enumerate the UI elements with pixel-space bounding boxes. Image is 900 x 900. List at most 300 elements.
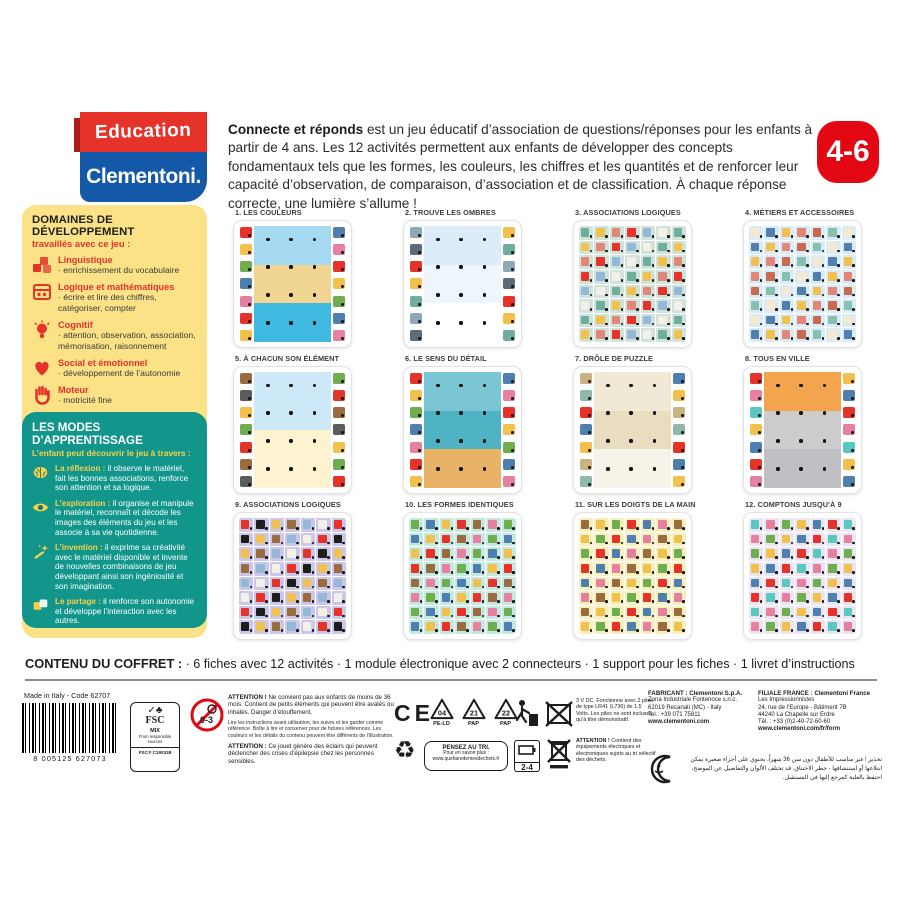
tile-pictogram xyxy=(674,622,682,631)
connector-dot xyxy=(511,380,514,383)
icon-tile xyxy=(826,606,840,620)
icon-tile xyxy=(764,620,778,634)
icon-tile xyxy=(811,285,825,299)
svg-text:21: 21 xyxy=(469,708,478,718)
connector-dot xyxy=(313,293,316,296)
answer-chip xyxy=(410,476,422,487)
connector-dot xyxy=(511,466,514,469)
svg-text:04: 04 xyxy=(437,708,446,718)
tile-pictogram xyxy=(766,301,774,310)
tile-pictogram xyxy=(426,593,434,602)
connector-dot xyxy=(652,600,655,603)
connector-dot xyxy=(636,264,639,267)
connector-dot xyxy=(775,556,778,559)
connector-dot xyxy=(281,586,284,589)
connector-dot xyxy=(459,384,462,387)
icon-tile xyxy=(409,577,423,591)
modes-subtitle: L’enfant peut découvrir le jeu à travers : xyxy=(32,448,191,458)
icon-tile xyxy=(316,533,330,547)
connector-dot xyxy=(265,615,268,618)
icon-tile xyxy=(672,255,686,269)
tile-pictogram xyxy=(411,520,419,529)
icon-tile xyxy=(486,591,500,605)
connector-dot xyxy=(418,268,421,271)
connector-dot xyxy=(667,264,670,267)
connector-dot xyxy=(606,384,609,387)
icon-tile xyxy=(672,226,686,240)
icon-tile xyxy=(579,285,593,299)
connector-dot xyxy=(852,527,855,530)
tile-pictogram xyxy=(766,549,774,558)
connector-dot xyxy=(636,250,639,253)
activity-title: 10. LES FORMES IDENTIQUES xyxy=(405,500,514,509)
connector-dot xyxy=(682,323,685,326)
icon-tile xyxy=(579,241,593,255)
tile-pictogram xyxy=(797,549,805,558)
icon-tile xyxy=(641,620,655,634)
icon-tile xyxy=(270,562,284,576)
answer-chip xyxy=(673,476,685,487)
connector-dot xyxy=(327,600,330,603)
connector-dot xyxy=(667,250,670,253)
connector-dot xyxy=(511,320,514,323)
icon-tile xyxy=(764,533,778,547)
answer-chip xyxy=(843,424,855,435)
connector-dot xyxy=(313,238,316,241)
icon-tile xyxy=(270,606,284,620)
domain-item-desc: · motricité fine xyxy=(58,395,112,406)
connector-dot xyxy=(682,308,685,311)
icon-tile xyxy=(579,620,593,634)
tile-pictogram xyxy=(797,564,805,573)
tile-pictogram xyxy=(674,228,682,237)
connector-dot xyxy=(681,431,684,434)
connector-dots xyxy=(254,372,331,488)
tile-pictogram xyxy=(334,564,342,573)
tile-pictogram xyxy=(643,257,651,266)
instructions-note: Lire les instructions avant utilisation, les suivre et les garder comme référence. Boîte à lire et conserver pour de futures références. Les couleurs et les détails du contenu peuvent être différents de l’illustration. xyxy=(228,720,394,739)
connector-dot xyxy=(791,586,794,589)
tile-pictogram xyxy=(643,549,651,558)
connector-dot xyxy=(681,414,684,417)
connector-dot xyxy=(775,323,778,326)
tile-pictogram xyxy=(797,287,805,296)
connector-dot xyxy=(266,321,269,324)
answer-chip xyxy=(673,459,685,470)
activity-cell xyxy=(233,354,352,500)
icon-tile xyxy=(826,533,840,547)
icon-tile xyxy=(316,591,330,605)
puzzle-icon xyxy=(32,597,49,614)
tile-pictogram xyxy=(627,564,635,573)
tile-pictogram xyxy=(782,272,790,281)
connector-dot xyxy=(451,600,454,603)
icon-tile xyxy=(672,270,686,284)
connector-dot xyxy=(483,467,486,470)
connector-dot xyxy=(653,384,656,387)
connector-dot xyxy=(667,629,670,632)
mode-item xyxy=(32,543,197,591)
connector-dot xyxy=(760,527,763,530)
connector-dot xyxy=(342,556,345,559)
fsc-tree-icon: ✓♣ xyxy=(147,705,163,716)
box-contents-text: · 6 fiches avec 12 activités · 1 module électronique avec 2 connecteurs · 1 support pour les fiches · 1 livret d’instructions xyxy=(182,657,855,671)
connector-dot xyxy=(248,431,251,434)
icon-tile xyxy=(239,591,253,605)
modes-item-list xyxy=(32,464,197,626)
tile-pictogram xyxy=(256,549,264,558)
icon-tile xyxy=(842,620,856,634)
connector-dot xyxy=(652,556,655,559)
connector-dot xyxy=(760,323,763,326)
icon-tile xyxy=(486,562,500,576)
connector-dot xyxy=(341,337,344,340)
icon-tile xyxy=(625,255,639,269)
answer-chip xyxy=(503,476,515,487)
tile-pictogram xyxy=(782,549,790,558)
connector-dot xyxy=(851,483,854,486)
tile-pictogram xyxy=(751,228,759,237)
answer-chip xyxy=(410,424,422,435)
tile-pictogram xyxy=(272,608,280,617)
education-logo-text: Education xyxy=(95,119,192,144)
activity-card-sheet xyxy=(403,512,522,640)
tile-pictogram xyxy=(303,593,311,602)
tile-pictogram xyxy=(627,316,635,325)
connector-dot xyxy=(852,337,855,340)
filiale-title: FILIALE FRANCE : Clementoni France xyxy=(758,690,871,697)
connector-dot xyxy=(313,265,316,268)
activity-card-sheet xyxy=(743,512,862,640)
connector-dot xyxy=(652,279,655,282)
icon-tile xyxy=(672,518,686,532)
tile-pictogram xyxy=(426,579,434,588)
scene-illustration xyxy=(254,226,331,342)
connector-dot xyxy=(248,337,251,340)
icon-tile xyxy=(842,299,856,313)
tile-pictogram xyxy=(442,549,450,558)
connector-dot xyxy=(621,337,624,340)
connector-dot xyxy=(806,556,809,559)
icon-tile xyxy=(842,241,856,255)
connector-dot xyxy=(590,323,593,326)
connector-dot xyxy=(682,279,685,282)
mode-item-name: L’invention : xyxy=(55,543,105,553)
icon-tile xyxy=(811,518,825,532)
connector-dot xyxy=(775,629,778,632)
connector-dot xyxy=(605,235,608,238)
tile-pictogram xyxy=(272,622,280,631)
answer-chip xyxy=(503,390,515,401)
tile-pictogram xyxy=(813,622,821,631)
connector-dot xyxy=(629,411,632,414)
icon-tile xyxy=(239,577,253,591)
connector-dot xyxy=(459,467,462,470)
tile-pictogram xyxy=(411,593,419,602)
connector-dot xyxy=(653,439,656,442)
connector-dot xyxy=(483,384,486,387)
answer-chip xyxy=(843,442,855,453)
connector-dot xyxy=(636,235,639,238)
manufacturer-title: FABRICANT : Clementoni S.p.A. xyxy=(648,690,743,697)
tile-pictogram xyxy=(813,316,821,325)
icon-tile xyxy=(239,518,253,532)
connector-dot xyxy=(248,466,251,469)
connector-dot xyxy=(667,323,670,326)
icon-tile xyxy=(471,606,485,620)
connector-dot xyxy=(791,600,794,603)
icon-tile xyxy=(672,314,686,328)
tile-pictogram xyxy=(766,228,774,237)
icon-tile xyxy=(486,606,500,620)
answer-chip xyxy=(410,227,422,238)
choking-warning-lead: ATTENTION ! xyxy=(228,694,267,701)
tile-pictogram xyxy=(797,608,805,617)
connector-dot xyxy=(327,586,330,589)
icon-tile xyxy=(842,314,856,328)
connector-dot xyxy=(590,542,593,545)
icon-tile xyxy=(332,518,346,532)
age-warning-0-3-icon xyxy=(190,698,224,732)
connector-dot xyxy=(851,449,854,452)
tile-pictogram xyxy=(782,330,790,339)
tile-pictogram xyxy=(797,316,805,325)
recycling-code-label: PAP xyxy=(467,721,480,727)
connector-dot xyxy=(837,250,840,253)
icon-tile xyxy=(594,328,608,342)
arabic-warning-text: تحذير ! غير مناسب للأطفال دون سن 36 شهراً، يحتوي على أجزاء صغيرة يمكن ابتلاعها أو استنشاقها - خطر الاختناق. قد تختلف الألوان والتفاصيل عن الموضح، احتفظ بالعلبة كمرجع إليها في المستقبل. xyxy=(690,757,882,781)
tile-pictogram xyxy=(241,579,249,588)
connector-dot xyxy=(483,238,486,241)
tile-pictogram xyxy=(658,520,666,529)
icon-tile xyxy=(780,270,794,284)
connector-dot xyxy=(435,586,438,589)
connector-dot xyxy=(296,600,299,603)
tile-pictogram xyxy=(303,579,311,588)
icon-tile xyxy=(594,270,608,284)
icon-tile xyxy=(641,533,655,547)
tile-pictogram xyxy=(426,549,434,558)
icon-tile xyxy=(301,577,315,591)
icon-tile xyxy=(811,591,825,605)
connector-dot xyxy=(451,629,454,632)
tile-pictogram xyxy=(256,593,264,602)
tile-pictogram xyxy=(674,330,682,339)
mode-item-name: Le partage : xyxy=(55,597,104,607)
answer-chip xyxy=(503,261,515,272)
tile-pictogram xyxy=(411,622,419,631)
connector-dot xyxy=(822,629,825,632)
tile-pictogram xyxy=(581,622,589,631)
connector-dot xyxy=(459,321,462,324)
tile-pictogram xyxy=(241,564,249,573)
icon-tile xyxy=(795,241,809,255)
icon-tile xyxy=(749,270,763,284)
recycling-codes-row xyxy=(428,698,519,727)
icon-tile xyxy=(610,562,624,576)
connector-dot xyxy=(652,264,655,267)
tile-pictogram xyxy=(612,608,620,617)
connector-dot xyxy=(266,238,269,241)
icon-tile xyxy=(424,547,438,561)
connector-dot xyxy=(605,600,608,603)
tile-pictogram xyxy=(627,257,635,266)
icon-tile xyxy=(795,620,809,634)
connector-dot xyxy=(758,380,761,383)
answer-chip xyxy=(410,330,422,341)
icon-tile xyxy=(579,518,593,532)
answer-chip xyxy=(750,407,762,418)
connector-dot xyxy=(636,542,639,545)
icon-tile xyxy=(455,577,469,591)
icon-tile xyxy=(795,547,809,561)
tile-pictogram xyxy=(828,608,836,617)
answer-chip xyxy=(410,261,422,272)
connector-dot xyxy=(250,615,253,618)
connector-dot xyxy=(435,600,438,603)
connector-dot xyxy=(482,542,485,545)
tile-pictogram xyxy=(581,520,589,529)
connector-dot xyxy=(590,294,593,297)
mode-item-text xyxy=(55,597,197,626)
tile-pictogram xyxy=(303,549,311,558)
icon-tile xyxy=(332,547,346,561)
answer-chip xyxy=(410,442,422,453)
crescent-conformity-icon xyxy=(644,754,678,789)
answer-chip xyxy=(843,407,855,418)
connector-dot xyxy=(851,414,854,417)
tile-pictogram xyxy=(643,287,651,296)
tile-pictogram xyxy=(612,330,620,339)
connector-dot xyxy=(791,235,794,238)
activity-title: 4. MÉTIERS ET ACCESSOIRES xyxy=(745,208,855,217)
connector-dot xyxy=(341,466,344,469)
tile-pictogram xyxy=(797,330,805,339)
icon-tile xyxy=(656,547,670,561)
answer-chip xyxy=(580,459,592,470)
connector-dot xyxy=(852,586,855,589)
connector-dot xyxy=(590,556,593,559)
answer-chip xyxy=(503,244,515,255)
connector-dot xyxy=(281,556,284,559)
icon-tile xyxy=(672,547,686,561)
icon-tile xyxy=(579,562,593,576)
tile-pictogram xyxy=(751,608,759,617)
filiale-line: 44240 La Chapelle sur Erdre xyxy=(758,711,835,718)
connector-dot xyxy=(822,264,825,267)
connector-dot xyxy=(266,411,269,414)
icon-tile xyxy=(285,547,299,561)
answer-strip-right xyxy=(842,372,856,488)
tile-pictogram xyxy=(581,243,589,252)
mode-item-name: L’exploration : xyxy=(55,498,113,508)
connector-dot xyxy=(682,600,685,603)
icon-tile xyxy=(625,299,639,313)
connector-dot xyxy=(653,411,656,414)
tile-pictogram xyxy=(797,228,805,237)
icon-tile xyxy=(656,226,670,240)
connector-dot xyxy=(760,586,763,589)
connector-dots xyxy=(424,226,501,342)
activity-card-art xyxy=(239,518,346,634)
connector-dot xyxy=(837,600,840,603)
connector-dot xyxy=(823,384,826,387)
tile-pictogram xyxy=(643,593,651,602)
connector-dot xyxy=(775,250,778,253)
connector-dot xyxy=(799,411,802,414)
activity-cell xyxy=(743,500,862,646)
icon-tile xyxy=(811,226,825,240)
icon-tile xyxy=(424,562,438,576)
tile-pictogram xyxy=(488,579,496,588)
connector-dot xyxy=(775,235,778,238)
tile-pictogram xyxy=(828,272,836,281)
connector-dot xyxy=(512,556,515,559)
tile-pictogram xyxy=(303,608,311,617)
icon-tile xyxy=(749,226,763,240)
weee-note-text: Contient des équipements électriques et électroniques sujets au tri sélectif des déchets. xyxy=(576,738,656,764)
activity-cell xyxy=(743,208,862,354)
connector-dot xyxy=(265,600,268,603)
connector-dot xyxy=(483,293,486,296)
connector-dot xyxy=(605,250,608,253)
connector-dot xyxy=(313,411,316,414)
connector-dot xyxy=(590,615,593,618)
answer-chip xyxy=(750,476,762,487)
connector-dot xyxy=(265,586,268,589)
tile-pictogram xyxy=(318,593,326,602)
connector-dot xyxy=(791,323,794,326)
connector-dot xyxy=(590,235,593,238)
icon-tile xyxy=(440,577,454,591)
tri-title: PENSEZ AU TRI. xyxy=(442,745,490,751)
connector-dot xyxy=(636,279,639,282)
connector-dot xyxy=(341,431,344,434)
filiale-line: 24, rue de l’Europe - Bâtiment 7B xyxy=(758,704,847,711)
connector-dot xyxy=(341,397,344,400)
icon-tile xyxy=(594,591,608,605)
icon-tile xyxy=(502,518,516,532)
icon-tile xyxy=(795,577,809,591)
divider xyxy=(25,679,877,681)
icon-tile xyxy=(409,518,423,532)
answer-chip xyxy=(240,296,252,307)
tile-pictogram xyxy=(488,608,496,617)
connector-dot xyxy=(605,586,608,589)
connector-dot xyxy=(418,320,421,323)
tile-pictogram xyxy=(828,243,836,252)
tile-pictogram xyxy=(828,287,836,296)
icon-tile xyxy=(795,518,809,532)
answer-chip xyxy=(410,373,422,384)
tile-pictogram xyxy=(287,549,295,558)
icon-tile xyxy=(672,328,686,342)
connector-dot xyxy=(418,431,421,434)
tile-pictogram xyxy=(751,243,759,252)
connector-dot xyxy=(760,294,763,297)
icon-tile xyxy=(579,606,593,620)
connector-dot xyxy=(250,571,253,574)
connector-dot xyxy=(281,615,284,618)
modes-title: LES MODES D’APPRENTISSAGE xyxy=(32,421,143,447)
connector-dot xyxy=(606,467,609,470)
icon-tile xyxy=(764,241,778,255)
connector-dot xyxy=(341,285,344,288)
connector-dot xyxy=(482,615,485,618)
icon-tile xyxy=(826,285,840,299)
mode-item-desc: il renforce son autonomie et développe l’interaction avec les autres. xyxy=(55,597,195,626)
icon-tile xyxy=(795,270,809,284)
